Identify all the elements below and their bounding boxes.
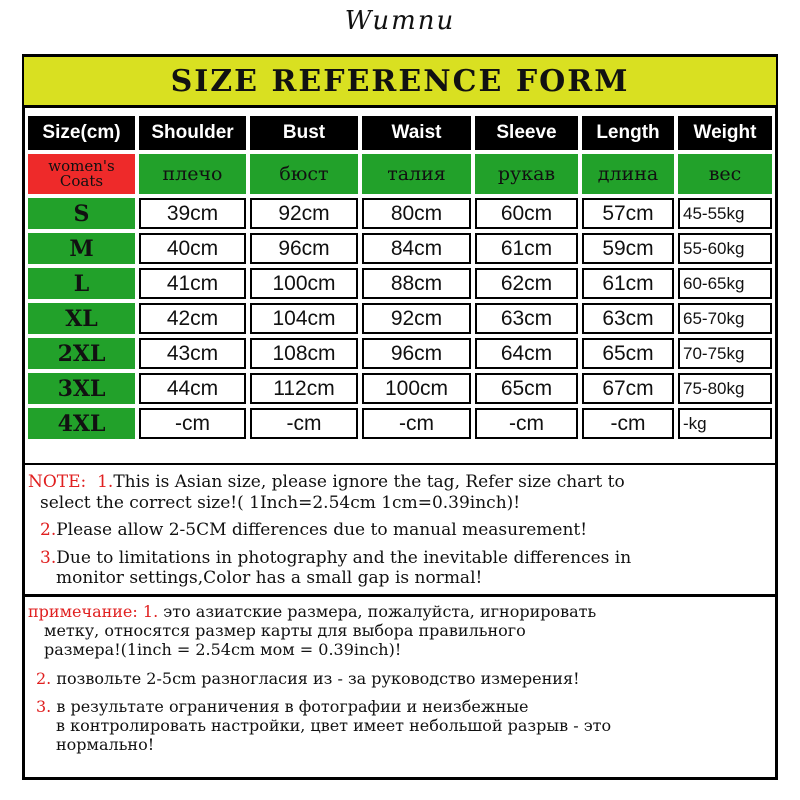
waist-value: 88cm (362, 268, 471, 299)
brand-logo-text: Wumnu (344, 6, 456, 36)
size-label: S (28, 198, 135, 229)
note-1-line-2: select the correct size!( 1Inch=2.54cm 1cm=0.39inch)! (40, 493, 521, 513)
table-row (28, 303, 772, 334)
waist-value: 100cm (362, 373, 471, 404)
brand-logo (0, 0, 800, 54)
ru-note-1-line-3: размера!(1inch = 2.54cm мом = 0.39inch)! (44, 640, 402, 659)
table-row (28, 198, 772, 229)
weight-value: 60-65kg (678, 268, 772, 299)
shoulder-value: 43cm (139, 338, 246, 369)
header-waist: Waist (362, 116, 471, 150)
shoulder-value: 42cm (139, 303, 246, 334)
sleeve-value: 64cm (475, 338, 578, 369)
waist-value: -cm (362, 408, 471, 439)
header-shoulder: Shoulder (139, 116, 246, 150)
sleeve-value: 63cm (475, 303, 578, 334)
weight-value: -kg (678, 408, 772, 439)
size-label: 4XL (28, 408, 135, 439)
size-label: L (28, 268, 135, 299)
note-3-number: 3. (40, 548, 57, 568)
ru-note-1-text: это азиатские размера, пожалуйста, игнорировать (163, 602, 597, 621)
note-1-line-1 (28, 472, 625, 492)
length-value: 57cm (582, 198, 674, 229)
bust-value: 104cm (250, 303, 358, 334)
table-row (28, 268, 772, 299)
sleeve-value: 65cm (475, 373, 578, 404)
ru-note-3-number: 3. (36, 697, 52, 716)
bust-value: -cm (250, 408, 358, 439)
table-row (28, 373, 772, 404)
ru-header-shoulder: плечо (139, 154, 246, 194)
notes-english (24, 463, 776, 593)
bust-value: 100cm (250, 268, 358, 299)
russian-header-row (28, 154, 772, 194)
table-row (28, 338, 772, 369)
waist-value: 80cm (362, 198, 471, 229)
bust-value: 108cm (250, 338, 358, 369)
weight-value: 70-75kg (678, 338, 772, 369)
ru-note-2-line-1 (36, 669, 580, 689)
length-value: -cm (582, 408, 674, 439)
notes-russian (24, 594, 776, 764)
ru-note-2-text: позвольте 2-5cm разногласия из - за руководство измерения! (56, 669, 580, 688)
ru-note-2-number: 2. (36, 669, 52, 688)
ru-note-3-line-1 (36, 697, 528, 717)
bust-value: 112cm (250, 373, 358, 404)
weight-value: 45-55kg (678, 198, 772, 229)
size-label: 3XL (28, 373, 135, 404)
waist-value: 92cm (362, 303, 471, 334)
shoulder-value: 41cm (139, 268, 246, 299)
note-2-line-1 (40, 520, 587, 540)
header-sleeve: Sleeve (475, 116, 578, 150)
ru-note-1-line-2: метку, относятся размер карты для выбора правильного (44, 621, 526, 640)
ru-note-3-text: в результате ограничения в фотографии и неизбежные (56, 697, 529, 716)
ru-header-bust: бюст (250, 154, 358, 194)
bust-value: 92cm (250, 198, 358, 229)
note-3-line-1 (40, 548, 631, 568)
chart-title: SIZE REFERENCE FORM (170, 63, 630, 99)
note-2-text: Please allow 2-5CM differences due to manual measurement! (56, 520, 588, 540)
length-value: 63cm (582, 303, 674, 334)
weight-value: 65-70kg (678, 303, 772, 334)
header-bust: Bust (250, 116, 358, 150)
waist-value: 84cm (362, 233, 471, 264)
chart-title-banner (24, 57, 776, 108)
weight-value: 55-60kg (678, 233, 772, 264)
note-3-text: Due to limitations in photography and the inevitable differences in (56, 548, 632, 568)
ru-header-sleeve: рукав (475, 154, 578, 194)
shoulder-value: 44cm (139, 373, 246, 404)
length-value: 59cm (582, 233, 674, 264)
ru-note-1-number: 1. (142, 602, 159, 621)
ru-header-waist: талия (362, 154, 471, 194)
note-label: NOTE: (28, 472, 87, 492)
bust-value: 96cm (250, 233, 358, 264)
size-label: 2XL (28, 338, 135, 369)
ru-note-label: примечание: (28, 602, 138, 621)
header-row (28, 116, 772, 150)
header-size: Size(cm) (28, 116, 135, 150)
ru-note-1-line-1 (28, 602, 596, 622)
length-value: 61cm (582, 268, 674, 299)
header-weight: Weight (678, 116, 772, 150)
sleeve-value: 60cm (475, 198, 578, 229)
shoulder-value: 39cm (139, 198, 246, 229)
shoulder-value: -cm (139, 408, 246, 439)
table-row (28, 233, 772, 264)
size-label: M (28, 233, 135, 264)
sleeve-value: 62cm (475, 268, 578, 299)
length-value: 65cm (582, 338, 674, 369)
sleeve-value: 61cm (475, 233, 578, 264)
weight-value: 75-80kg (678, 373, 772, 404)
size-label: XL (28, 303, 135, 334)
note-3-line-2: monitor settings,Color has a small gap is normal! (56, 568, 483, 588)
table-row (28, 408, 772, 439)
shoulder-value: 40cm (139, 233, 246, 264)
length-value: 67cm (582, 373, 674, 404)
size-table (24, 112, 776, 443)
sleeve-value: -cm (475, 408, 578, 439)
ru-header-length: длина (582, 154, 674, 194)
ru-header-weight: вес (678, 154, 772, 194)
ru-note-3-line-2: в контролировать настройки, цвет имеет небольшой разрыв - это (56, 716, 612, 735)
note-2-number: 2. (40, 520, 57, 540)
category-label: women's Coats (28, 154, 135, 194)
ru-note-3-line-3: нормально! (56, 735, 155, 754)
note-1-text: This is Asian size, please ignore the tag, Refer size chart to (113, 472, 625, 492)
header-length: Length (582, 116, 674, 150)
note-1-number: 1. (97, 472, 114, 492)
waist-value: 96cm (362, 338, 471, 369)
